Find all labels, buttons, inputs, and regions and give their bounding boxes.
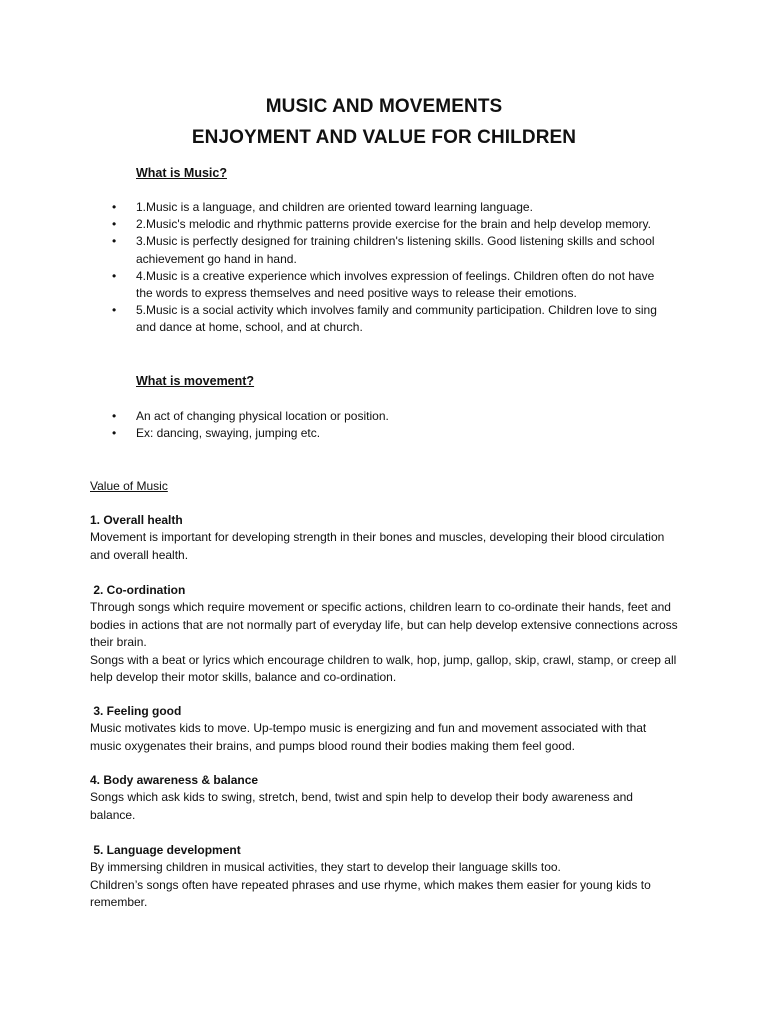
list-item bbox=[0, 408, 768, 425]
value-of-music-heading: Value of Music bbox=[90, 479, 168, 493]
list-item-text: 3.Music is perfectly designed for training children's listening skills. Good listening skills and school achievement go hand in hand. bbox=[136, 234, 655, 266]
list-item-text: 2.Music's melodic and rhythmic patterns provide exercise for the brain and help develop memory. bbox=[136, 217, 651, 232]
what-is-movement-heading: What is movement? bbox=[136, 374, 255, 388]
bullet-icon: • bbox=[112, 268, 117, 283]
document-title: MUSIC AND MOVEMENTS bbox=[265, 96, 503, 117]
what-is-music-heading: What is Music? bbox=[136, 166, 227, 180]
value-item-paragraph: Movement is important for developing strength in their bones and muscles, developing their blood circulation and overall health. bbox=[90, 530, 665, 562]
list-item bbox=[0, 268, 768, 302]
list-item-text: Ex: dancing, swaying, jumping etc. bbox=[136, 426, 321, 441]
list-item-text: An act of changing physical location or position. bbox=[136, 409, 389, 423]
list-item-text: 4.Music is a creative experience which involves expression of feelings. Children often do not have the words to express themselves and need positive ways to release their emotions. bbox=[136, 268, 655, 301]
list-item bbox=[0, 199, 768, 216]
value-item-title: 5. Language development bbox=[90, 843, 241, 857]
bullet-icon: • bbox=[112, 409, 117, 423]
value-item-paragraph: Songs which ask kids to swing, stretch, bend, twist and spin help to develop their body awareness and balance. bbox=[90, 790, 633, 822]
list-item bbox=[0, 233, 768, 267]
list-item bbox=[0, 425, 768, 442]
list-item bbox=[0, 216, 768, 233]
value-item-feeling-good bbox=[90, 703, 680, 755]
value-item-overall-health bbox=[90, 512, 680, 564]
music-definition-list bbox=[0, 199, 768, 337]
list-item-text: 5.Music is a social activity which involves family and community participation. Children love to sing and dance at home, school, and at church. bbox=[136, 303, 657, 335]
list-item bbox=[0, 302, 768, 336]
bullet-icon: • bbox=[112, 303, 117, 318]
value-item-title: 4. Body awareness & balance bbox=[90, 773, 259, 787]
value-item-paragraph: Through songs which require movement or specific actions, children learn to co-ordinate their hands, feet and bodies in actions that are not normally part of everyday life, but can help develop extensive connections across their brain. bbox=[90, 600, 678, 650]
value-item-title: 2. Co-ordination bbox=[90, 583, 186, 597]
bullet-icon: • bbox=[112, 426, 117, 441]
value-item-paragraph: Children’s songs often have repeated phrases and use rhyme, which makes them easier for young kids to remember. bbox=[90, 877, 651, 910]
document-subtitle: ENJOYMENT AND VALUE FOR CHILDREN bbox=[191, 127, 577, 148]
bullet-icon: • bbox=[112, 217, 117, 232]
value-item-title: 1. Overall health bbox=[90, 513, 183, 527]
bullet-icon: • bbox=[112, 234, 117, 249]
value-item-language-development bbox=[90, 842, 680, 912]
value-item-paragraph: Songs with a beat or lyrics which encourage children to walk, hop, jump, gallop, skip, crawl, stamp, or creep all help develop their motor skills, balance and co-ordination. bbox=[90, 652, 677, 685]
value-item-title: 3. Feeling good bbox=[90, 704, 182, 718]
value-item-coordination bbox=[90, 582, 680, 686]
bullet-icon: • bbox=[112, 200, 117, 214]
movement-definition-list bbox=[0, 408, 768, 442]
value-item-body-awareness bbox=[90, 772, 680, 824]
list-item-text: 1.Music is a language, and children are oriented toward learning language. bbox=[136, 200, 533, 214]
value-item-paragraph: By immersing children in musical activities, they start to develop their language skills too. bbox=[90, 860, 561, 875]
value-item-paragraph: Music motivates kids to move. Up-tempo music is energizing and fun and movement associated with that music oxygenates their brains, and pumps blood round their bodies making them feel good. bbox=[90, 721, 647, 753]
